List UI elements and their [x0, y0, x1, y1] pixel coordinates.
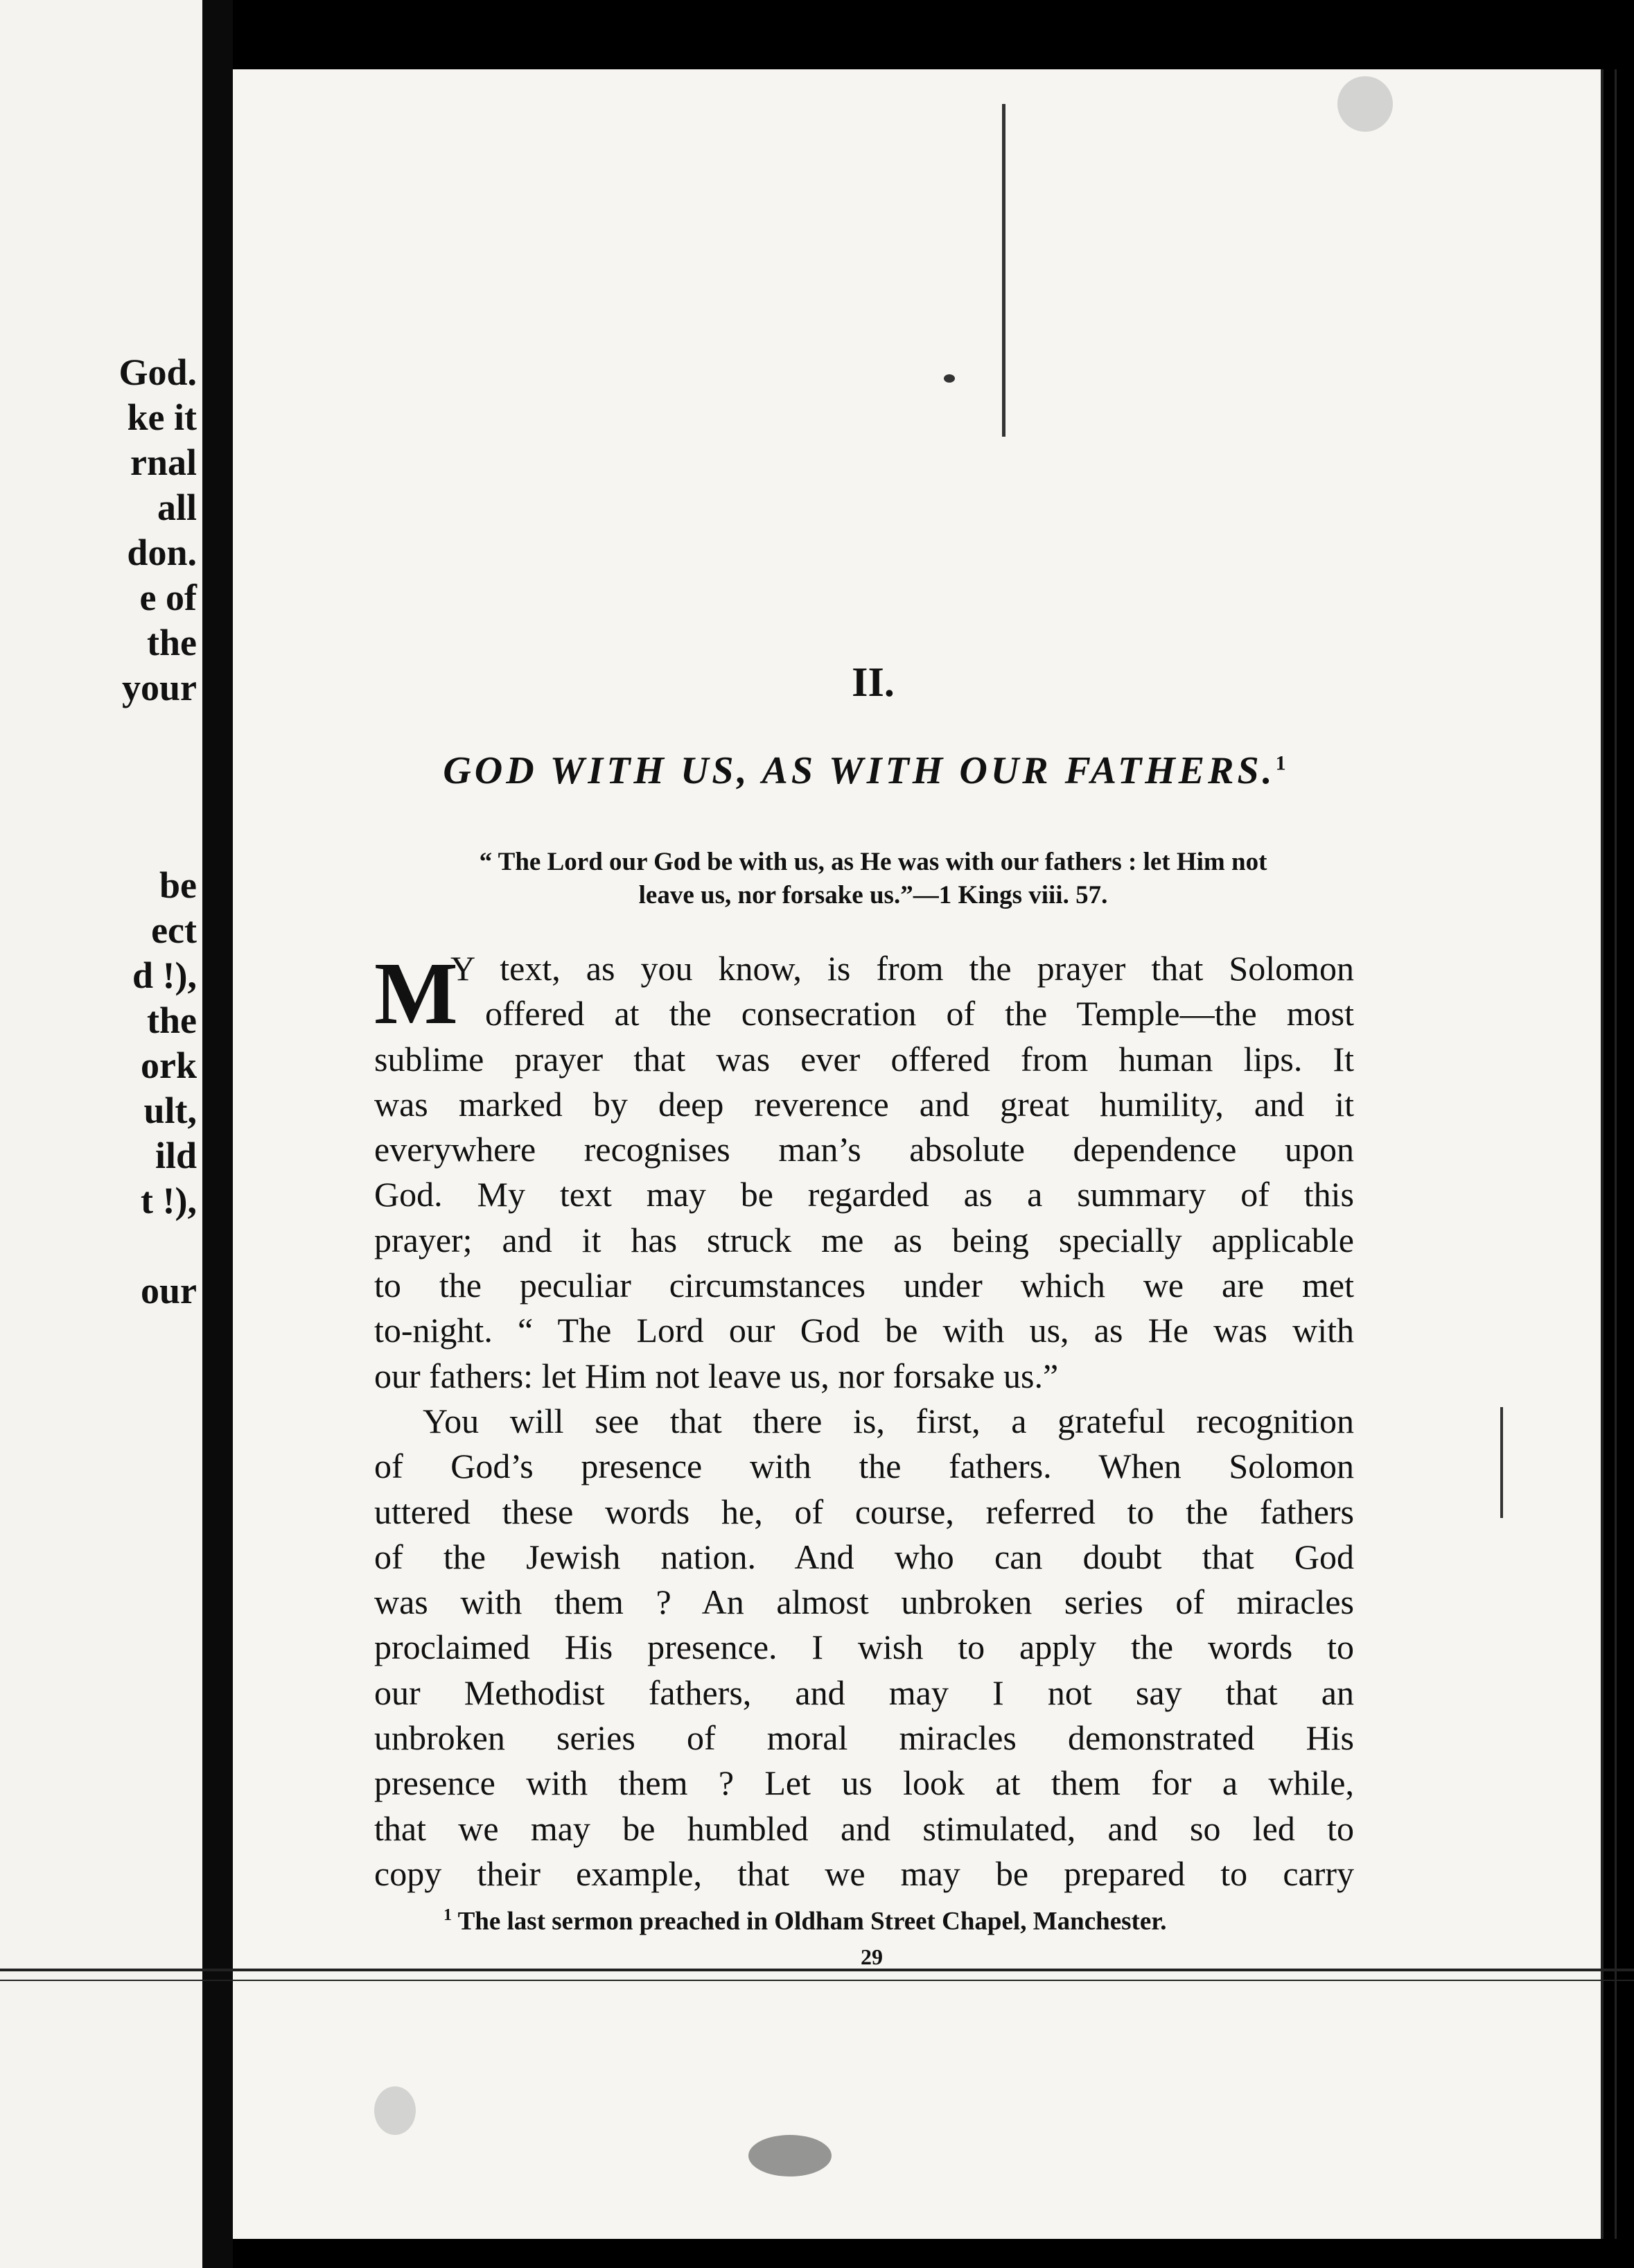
- scan-smudge: [1337, 76, 1393, 132]
- left-line: e of: [139, 577, 197, 618]
- scan-smudge: [374, 2086, 416, 2135]
- epigraph-line: “ The Lord our God be with us, as He was with our fathers : let Him not: [479, 848, 1267, 876]
- left-line: be: [159, 864, 197, 906]
- text-line: uttered these words he, of course, referred to the fathers: [374, 1492, 1354, 1531]
- text-line: everywhere recognises man’s absolute dependence upon: [374, 1130, 1354, 1169]
- chapter-number: II.: [852, 659, 895, 705]
- text-line: of the Jewish nation. And who can doubt that God: [374, 1537, 1354, 1576]
- left-line: the: [147, 1000, 197, 1041]
- left-line: ild: [155, 1135, 197, 1176]
- left-line: don.: [127, 532, 197, 573]
- book-spine-shadow: [202, 0, 233, 2268]
- title-footnote-mark: 1: [1275, 751, 1290, 775]
- drop-cap: M: [374, 944, 458, 1043]
- text-line: proclaimed His presence. I wish to apply the words to: [374, 1628, 1354, 1667]
- scan-rule-right-thin: [1615, 69, 1617, 2239]
- left-line: d !),: [132, 954, 197, 996]
- epigraph-line: leave us, nor forsake us.”—1 Kings viii. 57.: [638, 881, 1108, 909]
- text-line: sublime prayer that was ever offered from human lips. It: [374, 1039, 1354, 1079]
- stray-mark: [944, 374, 955, 383]
- scan-rule-bottom: [0, 1969, 1634, 1971]
- stray-mark: [1002, 104, 1005, 437]
- footnote-mark: 1: [443, 1906, 452, 1924]
- text-line: God. My text may be regarded as a summary of this: [374, 1175, 1354, 1214]
- text-line: of God’s presence with the fathers. When Solomon: [374, 1447, 1354, 1486]
- text-line: that we may be humbled and stimulated, and so led to: [374, 1808, 1354, 1848]
- left-line: ult,: [143, 1090, 197, 1131]
- text-line: was with them ? An almost unbroken series of miracles: [374, 1582, 1354, 1622]
- text-line: Y text, as you know, is from the prayer that Solomon: [450, 949, 1354, 988]
- text-line: our Methodist fathers, and may I not say that an: [374, 1673, 1354, 1712]
- text-line: was marked by deep reverence and great humility, and it: [374, 1084, 1354, 1124]
- chapter-title-text: GOD WITH US, AS WITH OUR FATHERS.: [443, 749, 1276, 792]
- text-line: to-night. “ The Lord our God be with us, as He was with: [374, 1311, 1354, 1350]
- text-line: to the peculiar circumstances under which we are met: [374, 1266, 1354, 1305]
- text-line: prayer; and it has struck me as being specially applicable: [374, 1220, 1354, 1259]
- left-line: rnal: [130, 442, 197, 483]
- left-line: t !),: [141, 1180, 197, 1221]
- left-line: ke it: [127, 396, 197, 438]
- epigraph: [374, 846, 1372, 912]
- left-line: God.: [118, 351, 197, 393]
- left-line: ork: [141, 1045, 197, 1086]
- sermon-body: [374, 946, 1354, 1896]
- left-line: our: [141, 1270, 197, 1311]
- footnote-text: The last sermon preached in Oldham Street Chapel, Manchester.: [457, 1907, 1167, 1936]
- scan-rule-right: [1601, 69, 1604, 2239]
- left-page-fragment: [0, 0, 202, 2268]
- chapter-title: [416, 749, 1317, 793]
- text-line: copy their example, that we may be prepared to carry: [374, 1853, 1354, 1893]
- left-line: all: [157, 487, 197, 528]
- page-number: 29: [861, 1944, 883, 1969]
- footnote: [443, 1906, 1372, 1936]
- left-line: your: [122, 667, 197, 708]
- left-line: ect: [151, 909, 197, 951]
- scan-rule-bottom-thin: [0, 1980, 1634, 1981]
- left-line: the: [147, 622, 197, 663]
- text-line: presence with them ? Let us look at them for a while,: [374, 1763, 1354, 1803]
- text-line: offered at the consecration of the Temple—the most: [485, 994, 1354, 1033]
- text-line: our fathers: let Him not leave us, nor forsake us.”: [374, 1356, 1059, 1395]
- scan-smudge: [748, 2135, 832, 2177]
- stray-mark: [1500, 1407, 1503, 1518]
- text-line: unbroken series of moral miracles demonstrated His: [374, 1718, 1354, 1758]
- text-line: You will see that there is, first, a grateful recognition: [423, 1401, 1354, 1440]
